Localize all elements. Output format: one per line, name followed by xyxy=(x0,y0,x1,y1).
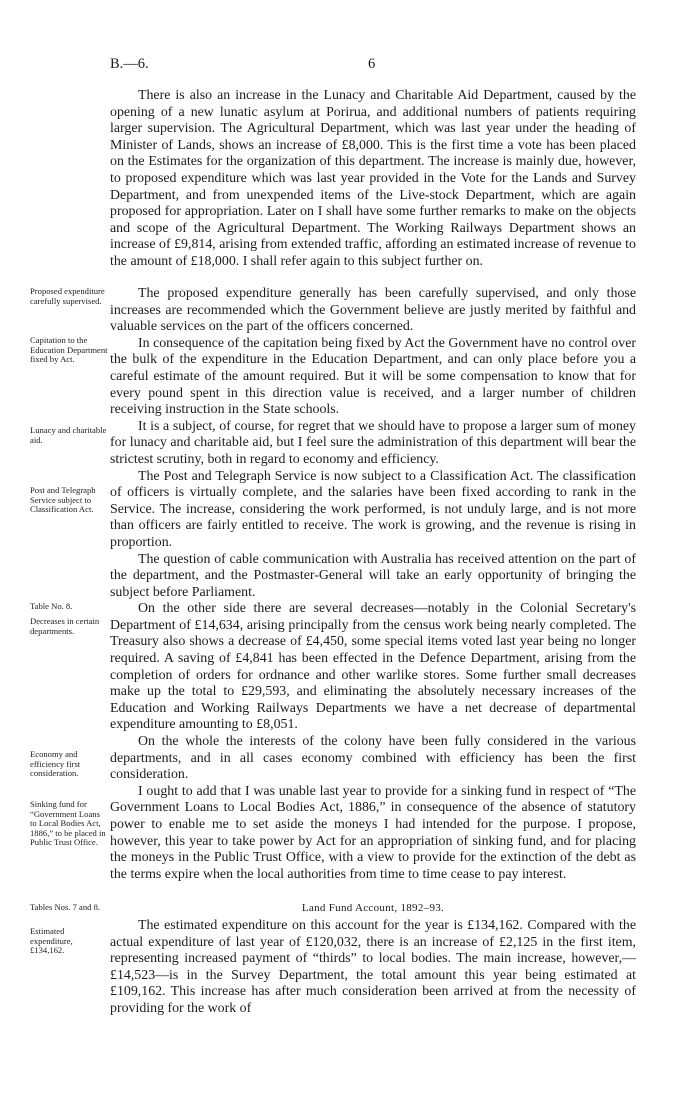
margin-note: Proposed expenditure carefully supervised. xyxy=(30,286,105,306)
paragraph: The estimated expenditure on this account for the year is £134,162. Compared with the actual expenditure of last year of £120,032, there is an increase of £2,125 in the first item, representing increased payment of “thirds” to local bodies. The main increase, however,—£14,523—is in the Survey Department, the total amount this year being estimated at £109,162. This increase has after much consideration been arrived at from the necessity of providing for the work of xyxy=(110,918,636,1016)
document-reference: B.—6. xyxy=(110,56,149,72)
body-block-3 xyxy=(110,918,636,1018)
paragraph: On the whole the interests of the colony have been fully considered in the various departments, and in all cases economy combined with efficiency has been the first consideration. xyxy=(110,734,636,783)
paragraph: The proposed expenditure generally has been carefully supervised, and only those increases are recommended which the Government believe are justly merited by faithful and valuable services on the part of the officers concerned. xyxy=(110,286,636,335)
margin-note: Lunacy and charitable aid. xyxy=(30,425,107,445)
margin-note: Tables Nos. 7 and 8. xyxy=(30,902,101,912)
paragraph: I ought to add that I was unable last year to provide for a sinking fund in respect of “The Government Loans to Local Bodies Act, 1886,” in consequence of the absence of statutory power to enable me to set aside the moneys I had intended for the purpose. I propose, however, this year to take power by Act for an appropriation of sinking fund, and for placing the moneys in the Public Trust Office, with a view to provide for the extinction of the debt as the terms expire when the local authorities from time to time cease to pay interest. xyxy=(110,783,636,882)
paragraph: On the other side there are several decreases—notably in the Colonial Secretary's Department of £14,634, arising principally from the census work being nearly completed. The Treasury also shows a decrease of £4,450, some special items voted last year being no longer required. A saving of £4,841 has been effected in the Defence Department, arising from the completion of orders for ordnance and other warlike stores. Some further small decreases make up the total to £29,593, and eliminating the absolutely necessary increases of the Education and Working Railways Departments we have a net decrease of departmental expenditure amounting to £8,051. xyxy=(110,601,636,733)
body-block-1 xyxy=(110,88,636,271)
page-header xyxy=(110,56,650,76)
page-number: 6 xyxy=(368,56,376,72)
paragraph: The question of cable communication with Australia has received attention on the part of the department, and the Postmaster-General will take an early opportunity of bringing the subject before Parliament. xyxy=(110,551,636,600)
paragraph: The Post and Telegraph Service is now subject to a Classification Act. The classification of officers is virtually complete, and the salaries have been fixed according to rank in the Service. The increase, considering the work performed, is not unduly large, and is not more than officers are fairly entitled to receive. The work is growing, and the revenue is rising in proportion. xyxy=(110,468,636,550)
body-block-2 xyxy=(110,286,636,883)
paragraph: In consequence of the capitation being fixed by Act the Government have no control over the bulk of the expenditure in the Education Department, and can only place before you a careful estimate of the amount required. But it will be some compensation to know that for every pound spent in this direction value is received, and a larger number of children receiving instruction in the State schools. xyxy=(110,335,636,418)
paragraph: There is also an increase in the Lunacy and Charitable Aid Department, caused by the opening of a new lunatic asylum at Porirua, and additional numbers of patients requiring larger supervision. The Agricultural Department, which was last year under the heading of Minister of Lands, shows an increase of £8,000. This is the first time a vote has been placed on the Estimates for the organization of this department. The increase is mainly due, however, to proposed expenditure which was last year provided in the Vote for the Lands and Survey Department, and from unexpended items of the Live-stock Department, which are again proposed for appropriation. Later on I shall have some further remarks to make on the objects and scope of the Agricultural Department. The Working Railways Department shows an increase of £9,814, arising from extended traffic, affording an estimated increase of revenue to the amount of £18,000. I shall refer again to this subject further on. xyxy=(110,88,636,269)
margin-note: Capitation to the Education Department fixed by Act. xyxy=(30,335,108,365)
section-title: Land Fund Account, 1892–93. xyxy=(301,902,445,914)
margin-note: Economy and efficiency first consideration. xyxy=(30,749,81,779)
margin-note: Post and Telegraph Service subject to Classification Act. xyxy=(30,485,96,515)
margin-note: Table No. 8. xyxy=(30,601,73,611)
paragraph: It is a subject, of course, for regret that we should have to propose a larger sum of money for lunacy and charitable aid, but I feel sure the administration of this department will bear the strictest scrutiny, both in regard to economy and efficiency. xyxy=(110,418,636,467)
margin-note: Estimated expenditure, £134,162. xyxy=(30,926,73,956)
margin-note: Decreases in certain departments. xyxy=(30,616,100,636)
margin-note: Sinking fund for “Government Loans to Local Bodies Act, 1886,” to be placed in Public Trust Office. xyxy=(30,799,106,848)
